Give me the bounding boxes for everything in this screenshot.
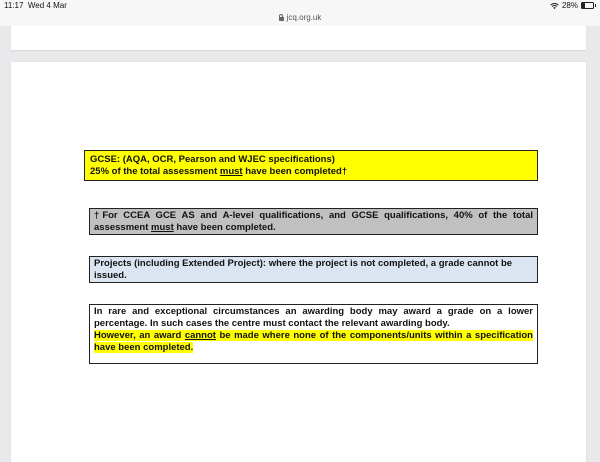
rare-text: In rare and exceptional circumstances an awarding body may award a grade on a lower percentage. In such cases the centre must contact the relevant awarding body. (94, 306, 533, 329)
gcse-heading: GCSE: (AQA, OCR, Pearson and WJEC specifications) (90, 154, 335, 165)
status-date: Wed 4 Mar (27, 1, 67, 10)
address-bar-content[interactable] (0, 13, 600, 22)
status-time-date (4, 1, 67, 10)
projects-text: Projects (including Extended Project): where the project is not completed, a grade cannot be issued. (94, 258, 513, 281)
status-bar (0, 0, 600, 12)
status-right (550, 1, 594, 10)
gcse-must: must (219, 166, 243, 177)
battery-level-fill (582, 3, 585, 8)
gcse-requirement-box (84, 150, 538, 181)
document-page-previous (11, 26, 586, 50)
gcse-text-a: 25% of the total assessment (90, 166, 220, 177)
gcse-text-b: have been completed† (242, 166, 348, 177)
ccea-must: must (151, 222, 174, 233)
address-bar[interactable] (0, 12, 600, 26)
rare-highlight-b: be made where none of the components/units within a specification have been completed. (94, 330, 533, 353)
rare-circumstances-box (89, 304, 538, 364)
rare-highlight-a: However, an award (94, 330, 185, 341)
rare-cannot: cannot (184, 330, 216, 341)
ccea-text-b: have been completed. (173, 222, 276, 233)
rare-highlight-line (94, 330, 533, 354)
ccea-text-a: †For CCEA GCE AS and A-level qualifications, and GCSE qualifications, 40% of the total assessment (94, 210, 533, 233)
url-text[interactable]: jcq.org.uk (286, 13, 322, 22)
battery-percent: 28% (561, 1, 578, 10)
battery-icon (581, 2, 594, 9)
ccea-requirement-box (89, 208, 538, 235)
status-time: 11:17 (4, 1, 24, 10)
gcse-requirement-line (90, 166, 532, 178)
wifi-icon (550, 2, 559, 10)
battery-tip (595, 4, 597, 7)
projects-box (89, 256, 538, 283)
lock-icon (279, 17, 284, 21)
